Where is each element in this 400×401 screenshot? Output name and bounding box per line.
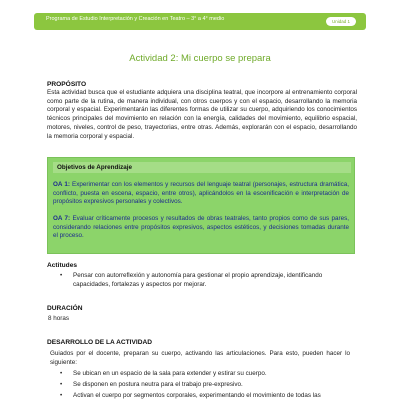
activity-title: Actividad 2: Mi cuerpo se prepara (129, 53, 271, 64)
bullet-icon: • (60, 272, 63, 279)
bullet-icon: • (60, 381, 63, 388)
program-title: Programa de Estudio Interpretación y Creación en Teatro – 3° a 4° medio (46, 16, 225, 22)
attitude-text: Pensar con autorreflexión y autonomía para gestionar el propio aprendizaje, identificando capacidades, fortalezas y aspectos por mejorar. (73, 272, 323, 288)
oa7-label: OA 7: (53, 215, 71, 222)
bullet-icon: • (60, 370, 63, 377)
header-bar (34, 13, 366, 30)
unit-badge: Unidad 1 (326, 17, 356, 26)
development-step: Se ubican en un espacio de la sala para extender y estirar su cuerpo. (73, 370, 267, 377)
duration-heading: DURACIÓN (47, 305, 83, 312)
oa1-text: Experimentar con los elementos y recursos del lenguaje teatral (personajes, estructura dramática, conflicto, puesta en escena, espacio, entre otros), aplicándolos en la escenificación e interpretación de propósitos expresivos personales y colectivos. (53, 181, 349, 206)
duration-value: 8 horas (48, 315, 70, 322)
attitudes-heading: Actitudes (47, 262, 78, 269)
development-step: Se disponen en postura neutra para el trabajo pre-expresivo. (73, 381, 243, 388)
development-heading: DESARROLLO DE LA ACTIVIDAD (47, 339, 153, 346)
objectives-heading-bar (53, 162, 351, 173)
development-step: Activan el cuerpo por segmentos corporales, experimentando el movimiento de todas las (73, 392, 321, 399)
development-intro: Guiados por el docente, preparan su cuerpo, activando las articulaciones. Para esto, pueden hacer lo siguiente: (50, 350, 350, 366)
bullet-icon: • (60, 392, 63, 399)
objective-oa7 (53, 215, 349, 241)
oa7-text: Evaluar críticamente procesos y resultados de obras teatrales, tanto propios como de sus pares, considerando relaciones entre propósitos expresivos, aspectos estéticos, y decisiones tomadas durante el proceso. (53, 215, 350, 240)
purpose-heading: PROPÓSITO (47, 81, 87, 88)
objective-oa1 (53, 181, 349, 207)
objectives-heading: Objetivos de Aprendizaje (57, 164, 132, 171)
purpose-text: Esta actividad busca que el estudiante adquiera una disciplina teatral, que incorpore al entrenamiento corporal como parte de la rutina, de manera individual, con otros cuerpos y con el espacio, desarrollando la memoria corporal y espacial. Experimentarán las diferentes formas de utilizar su cuerpo, adquiriendo los conocimientos técnicos principales del movimiento en relación con la energía, calidades del movimiento, equilibrio espacial, motores, niveles, control de peso, trayectorias, entre otras. Además, explorarán con el espacio, desarrollando la memoria corporal y espacial. (47, 89, 357, 140)
oa1-label: OA 1: (53, 181, 70, 188)
